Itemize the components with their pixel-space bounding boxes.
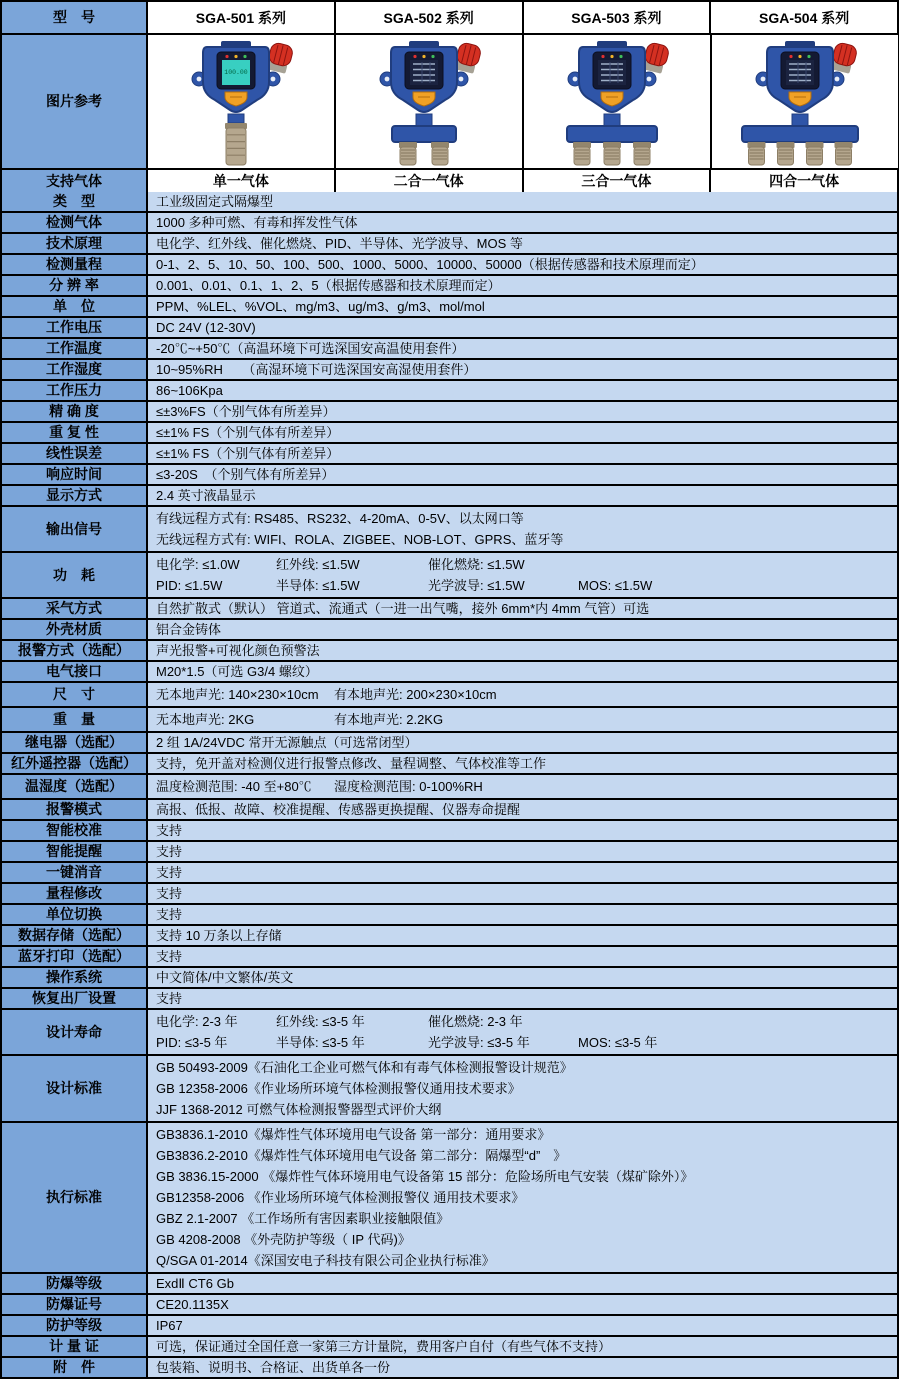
row-value-segment: 有本地声光: 200×230×10cm xyxy=(334,687,497,702)
row-value-line xyxy=(156,709,889,730)
table-row xyxy=(2,597,897,618)
row-value-segment: 催化燃烧: 2-3 年 xyxy=(428,1014,523,1029)
row-label: 设计标准 xyxy=(2,1056,148,1121)
table-row xyxy=(2,253,897,274)
sga-504-device-image xyxy=(710,35,898,168)
table-row xyxy=(2,551,897,597)
sga-501-device-image xyxy=(148,35,334,168)
row-value xyxy=(148,553,897,597)
row-value xyxy=(148,884,897,903)
table-row xyxy=(2,1008,897,1054)
row-label: 工作温度 xyxy=(2,339,148,358)
row-label: 温湿度（选配） xyxy=(2,775,148,798)
row-value-line xyxy=(156,684,889,705)
row-value xyxy=(148,708,897,731)
row-value-segment: 红外线: ≤3-5 年 xyxy=(276,1014,365,1029)
row-label: 输出信号 xyxy=(2,507,148,551)
table-row xyxy=(2,681,897,706)
row-value-text: 支持 xyxy=(156,823,183,838)
image-row-label: 图片参考 xyxy=(2,35,148,168)
row-value-line: JJF 1368-2012 可燃气体检测报警器型式评价大纲 xyxy=(156,1102,442,1117)
row-label: 工作压力 xyxy=(2,381,148,400)
row-value xyxy=(148,863,897,882)
row-value-segment: 红外线: ≤1.5W xyxy=(276,557,360,572)
row-value xyxy=(148,1010,897,1054)
table-row xyxy=(2,966,897,987)
row-value-text: IP67 xyxy=(156,1318,183,1333)
row-value-text: 0-1、2、5、10、50、100、500、1000、5000、10000、50000（根据传感器和技术原理而定） xyxy=(156,257,704,272)
row-value-line xyxy=(156,1032,889,1053)
row-value xyxy=(148,662,897,681)
row-value-segment: PID: ≤1.5W xyxy=(156,578,223,593)
row-label: 计 量 证 xyxy=(2,1337,148,1356)
gas-row-label: 支持气体 xyxy=(2,170,148,192)
row-value xyxy=(148,213,897,232)
model-header-cells xyxy=(148,2,897,33)
row-label: 量程修改 xyxy=(2,884,148,903)
sga-501-device-illustration xyxy=(148,37,334,166)
row-label: 外壳材质 xyxy=(2,620,148,639)
table-row xyxy=(2,903,897,924)
row-label: 工作湿度 xyxy=(2,360,148,379)
row-value-text: ≤±1% FS（个别气体有所差异） xyxy=(156,425,340,440)
row-label: 附 件 xyxy=(2,1358,148,1377)
row-label: 检测气体 xyxy=(2,213,148,232)
table-row xyxy=(2,484,897,505)
row-value-text: DC 24V (12-30V) xyxy=(156,320,256,335)
row-value-line: Q/SGA 01-2014《深国安电子科技有限公司企业执行标准》 xyxy=(156,1253,495,1268)
row-value-text: ≤3-20S （个别气体有所差异） xyxy=(156,467,335,482)
row-value-text: 包装箱、说明书、合格证、出货单各一份 xyxy=(156,1360,391,1375)
row-value xyxy=(148,297,897,316)
model-header-row xyxy=(2,2,897,33)
sga-504-device-illustration xyxy=(712,37,898,166)
table-row xyxy=(2,1293,897,1314)
row-value xyxy=(148,947,897,966)
row-value-text: 2 组 1A/24VDC 常开无源触点（可选常闭型） xyxy=(156,735,418,750)
row-value-segment: 电化学: 2-3 年 xyxy=(156,1014,238,1029)
row-value xyxy=(148,1274,897,1293)
row-label: 线性误差 xyxy=(2,444,148,463)
table-row xyxy=(2,1356,897,1377)
row-label: 工作电压 xyxy=(2,318,148,337)
table-row xyxy=(2,1314,897,1335)
row-value xyxy=(148,318,897,337)
row-value-text: 支持，免开盖对检测仪进行报警点修改、量程调整、气体校准等工作 xyxy=(156,756,547,771)
table-row xyxy=(2,882,897,903)
row-value xyxy=(148,1358,897,1377)
table-row xyxy=(2,211,897,232)
row-value-text: 86~106Kpa xyxy=(156,383,223,398)
supported-gas-row xyxy=(2,168,897,192)
row-label: 恢复出厂设置 xyxy=(2,989,148,1008)
row-value-segment: MOS: ≤3-5 年 xyxy=(578,1035,658,1050)
row-label: 分 辨 率 xyxy=(2,276,148,295)
row-value xyxy=(148,641,897,660)
table-row xyxy=(2,987,897,1008)
row-value xyxy=(148,507,897,551)
row-value-text: 自然扩散式（默认） 管道式、流通式（一进一出气嘴，接外 6mm*内 4mm 气管）可选 xyxy=(156,601,650,616)
row-label: 重 复 性 xyxy=(2,423,148,442)
row-value xyxy=(148,842,897,861)
row-label: 尺 寸 xyxy=(2,683,148,706)
table-row xyxy=(2,337,897,358)
table-row xyxy=(2,463,897,484)
row-value-text: 中文简体/中文繁体/英文 xyxy=(156,970,294,985)
row-value xyxy=(148,402,897,421)
svg-text:100.00: 100.00 xyxy=(224,69,248,76)
table-row xyxy=(2,232,897,253)
row-value xyxy=(148,989,897,1008)
row-label: 智能提醒 xyxy=(2,842,148,861)
table-row xyxy=(2,442,897,463)
row-value xyxy=(148,255,897,274)
row-value-line: GB 3836.15-2000 《爆炸性气体环境用电气设备第 15 部分：危险场所电气安装（煤矿除外）》 xyxy=(156,1169,694,1184)
gas-type-1: 单一气体 xyxy=(148,170,334,192)
row-value xyxy=(148,1123,897,1272)
row-value-line xyxy=(156,1011,889,1032)
row-value xyxy=(148,234,897,253)
row-value-text: 10~95%RH （高湿环境下可选深国安高湿使用套件） xyxy=(156,362,477,377)
row-value xyxy=(148,1337,897,1356)
row-value xyxy=(148,620,897,639)
table-row xyxy=(2,1335,897,1356)
table-row xyxy=(2,639,897,660)
row-value-text: 支持 xyxy=(156,844,183,859)
table-row xyxy=(2,400,897,421)
product-image-cells xyxy=(148,35,898,168)
table-row xyxy=(2,861,897,882)
row-value-text: 支持 10 万条以上存储 xyxy=(156,928,282,943)
row-label: 红外遥控器（选配） xyxy=(2,754,148,773)
table-row xyxy=(2,421,897,442)
row-value-text: 工业级固定式隔爆型 xyxy=(156,194,274,209)
row-label: 报警方式（选配） xyxy=(2,641,148,660)
product-image-row xyxy=(2,33,897,168)
row-value-text: PPM、%LEL、%VOL、mg/m3、ug/m3、g/m3、mol/mol xyxy=(156,299,485,314)
row-label: 报警模式 xyxy=(2,800,148,819)
row-value xyxy=(148,800,897,819)
row-value-text: CE20.1135X xyxy=(156,1297,229,1312)
table-row xyxy=(2,924,897,945)
row-value-line: GB 4208-2008 《外壳防护等级（ IP 代码)》 xyxy=(156,1232,411,1247)
sga-503-device-image xyxy=(522,35,710,168)
model-header-4: SGA-504 系列 xyxy=(709,2,897,33)
row-value-text: 1000 多种可燃、有毒和挥发性气体 xyxy=(156,215,358,230)
row-label: 智能校准 xyxy=(2,821,148,840)
row-value-segment: 无本地声光: 2KG xyxy=(156,712,255,727)
table-row xyxy=(2,1272,897,1293)
row-value xyxy=(148,444,897,463)
row-value-text: 支持 xyxy=(156,865,183,880)
row-value-line: 无线远程方式有: WIFI、ROLA、ZIGBEE、NOB-LOT、GPRS、蓝牙等 xyxy=(156,532,564,547)
table-row xyxy=(2,731,897,752)
row-value-segment: 无本地声光: 140×230×10cm xyxy=(156,687,319,702)
table-row xyxy=(2,1121,897,1272)
table-row xyxy=(2,819,897,840)
sga-502-device-image xyxy=(334,35,522,168)
row-value-text: 高报、低报、故障、校准提醒、传感器更换提醒、仪器寿命提醒 xyxy=(156,802,521,817)
row-value-text: 支持 xyxy=(156,991,183,1006)
row-value-text: 0.001、0.01、0.1、1、2、5（根据传感器和技术原理而定） xyxy=(156,278,501,293)
row-value-line: GB3836.2-2010《爆炸性气体环境用电气设备 第二部分：隔爆型“d” 》 xyxy=(156,1148,567,1163)
row-label: 电气接口 xyxy=(2,662,148,681)
row-value-text: 支持 xyxy=(156,886,183,901)
row-value-text: ≤±3%FS（个别气体有所差异） xyxy=(156,404,336,419)
row-value xyxy=(148,775,897,798)
row-value-text: -20℃~+50℃（高温环境下可选深国安高温使用套件） xyxy=(156,341,465,356)
table-row xyxy=(2,660,897,681)
row-value xyxy=(148,683,897,706)
row-label: 防爆等级 xyxy=(2,1274,148,1293)
row-label: 重 量 xyxy=(2,708,148,731)
spec-rows-container xyxy=(2,192,897,1377)
table-row xyxy=(2,798,897,819)
row-value xyxy=(148,486,897,505)
row-label: 防爆证号 xyxy=(2,1295,148,1314)
row-label: 单位切换 xyxy=(2,905,148,924)
row-value-line: GB3836.1-2010《爆炸性气体环境用电气设备 第一部分：通用要求》 xyxy=(156,1127,551,1142)
row-value-segment: 温度检测范围: -40 至+80℃ xyxy=(156,779,312,794)
row-value-segment: 电化学: ≤1.0W xyxy=(156,557,240,572)
row-value-line xyxy=(156,575,889,596)
table-row xyxy=(2,192,897,211)
gas-type-2: 二合一气体 xyxy=(334,170,522,192)
gas-type-3: 三合一气体 xyxy=(522,170,710,192)
row-value-segment: 光学波导: ≤1.5W xyxy=(428,578,525,593)
row-value xyxy=(148,1316,897,1335)
row-label: 防护等级 xyxy=(2,1316,148,1335)
row-value-text: 声光报警+可视化颜色预警法 xyxy=(156,643,320,658)
row-value xyxy=(148,733,897,752)
row-value-segment: 有本地声光: 2.2KG xyxy=(334,712,444,727)
row-value-segment: 光学波导: ≤3-5 年 xyxy=(428,1035,530,1050)
row-label: 数据存储（选配） xyxy=(2,926,148,945)
sga-503-device-illustration xyxy=(524,37,710,166)
table-row xyxy=(2,358,897,379)
table-row xyxy=(2,379,897,400)
table-row xyxy=(2,1054,897,1121)
row-value xyxy=(148,926,897,945)
row-value-text: 支持 xyxy=(156,907,183,922)
row-label: 检测量程 xyxy=(2,255,148,274)
row-label: 类 型 xyxy=(2,192,148,211)
row-label: 蓝牙打印（选配） xyxy=(2,947,148,966)
row-label: 一键消音 xyxy=(2,863,148,882)
row-value-line xyxy=(156,776,889,797)
row-value xyxy=(148,276,897,295)
model-header-3: SGA-503 系列 xyxy=(522,2,710,33)
row-value xyxy=(148,192,897,211)
table-row xyxy=(2,274,897,295)
row-value-line: GB 12358-2006《作业场所环境气体检测报警仪通用技术要求》 xyxy=(156,1081,521,1096)
row-value xyxy=(148,599,897,618)
row-value-text: ≤±1% FS（个别气体有所差异） xyxy=(156,446,340,461)
row-value-line: 有线远程方式有: RS485、RS232、4-20mA、0-5V、以太网口等 xyxy=(156,511,524,526)
row-value xyxy=(148,905,897,924)
table-row xyxy=(2,505,897,551)
supported-gas-cells xyxy=(148,170,897,192)
table-row xyxy=(2,618,897,639)
row-label: 继电器（选配） xyxy=(2,733,148,752)
row-value-segment: 催化燃烧: ≤1.5W xyxy=(428,557,525,572)
row-label: 执行标准 xyxy=(2,1123,148,1272)
row-value-line xyxy=(156,554,889,575)
row-value xyxy=(148,754,897,773)
gas-type-4: 四合一气体 xyxy=(709,170,897,192)
row-value-segment: 半导体: ≤3-5 年 xyxy=(276,1035,365,1050)
row-value xyxy=(148,381,897,400)
row-value-text: ExdⅡ CT6 Gb xyxy=(156,1276,234,1291)
row-label: 单 位 xyxy=(2,297,148,316)
row-value-text: 铝合金铸体 xyxy=(156,622,222,637)
row-value xyxy=(148,1056,897,1121)
row-value-segment: MOS: ≤1.5W xyxy=(578,578,653,593)
row-value-segment: 湿度检测范围: 0-100%RH xyxy=(334,779,483,794)
row-value-text: 支持 xyxy=(156,949,183,964)
row-value xyxy=(148,360,897,379)
row-label: 采气方式 xyxy=(2,599,148,618)
row-value xyxy=(148,465,897,484)
row-value-segment: PID: ≤3-5 年 xyxy=(156,1035,228,1050)
row-label: 技术原理 xyxy=(2,234,148,253)
row-value xyxy=(148,968,897,987)
row-value xyxy=(148,339,897,358)
row-value xyxy=(148,423,897,442)
row-label: 操作系统 xyxy=(2,968,148,987)
table-row xyxy=(2,706,897,731)
model-row-label: 型 号 xyxy=(2,2,148,33)
table-row xyxy=(2,840,897,861)
table-row xyxy=(2,773,897,798)
row-label: 显示方式 xyxy=(2,486,148,505)
row-value-text: M20*1.5（可选 G3/4 螺纹） xyxy=(156,664,318,679)
table-row xyxy=(2,945,897,966)
row-value-segment: 半导体: ≤1.5W xyxy=(276,578,360,593)
row-label: 功 耗 xyxy=(2,553,148,597)
sga-502-device-illustration xyxy=(336,37,522,166)
row-label: 设计寿命 xyxy=(2,1010,148,1054)
row-label: 精 确 度 xyxy=(2,402,148,421)
table-row xyxy=(2,295,897,316)
row-label: 响应时间 xyxy=(2,465,148,484)
row-value xyxy=(148,1295,897,1314)
model-header-2: SGA-502 系列 xyxy=(334,2,522,33)
row-value-text: 可选，保证通过全国任意一家第三方计量院，费用客户自付（有些气体不支持） xyxy=(156,1339,612,1354)
row-value-line: GBZ 2.1-2007 《工作场所有害因素职业接触限值》 xyxy=(156,1211,450,1226)
table-row xyxy=(2,752,897,773)
row-value xyxy=(148,821,897,840)
row-value-text: 2.4 英寸液晶显示 xyxy=(156,488,256,503)
model-header-1: SGA-501 系列 xyxy=(148,2,334,33)
row-value-text: 电化学、红外线、催化燃烧、PID、半导体、光学波导、MOS 等 xyxy=(156,236,523,251)
row-value-line: GB12358-2006 《作业场所环境气体检测报警仪 通用技术要求》 xyxy=(156,1190,525,1205)
row-value-line: GB 50493-2009《石油化工企业可燃气体和有毒气体检测报警设计规范》 xyxy=(156,1060,573,1075)
table-row xyxy=(2,316,897,337)
